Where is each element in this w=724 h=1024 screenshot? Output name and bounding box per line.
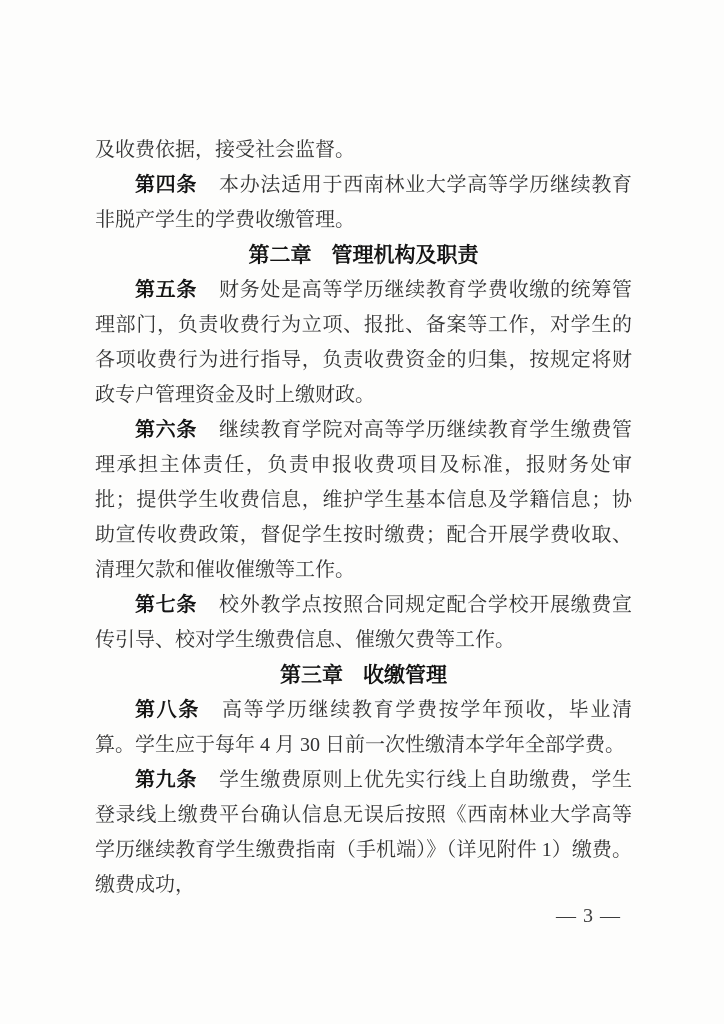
article-5-body-text: 财务处是高等学历继续教育学费收缴的统筹管理部门，负责收费行为立项、报批、备案等工作，对学生的各项收费行为进行指导，负责收费资金的归集，按规定将财政专户管理资金及时上缴财政。: [95, 279, 633, 406]
chapter-3-number: 第三章: [280, 664, 344, 687]
chapter-3-title: 收缴管理: [362, 664, 447, 687]
article-4-body-text: 本办法适用于西南林业大学高等学历继续教育非脱产学生的学费收缴管理。: [95, 174, 633, 231]
chapter-2-number: 第二章: [248, 244, 312, 267]
article-7-number-label: 第七条: [135, 594, 198, 616]
article-8-paragraph: [95, 693, 632, 763]
document-body: [95, 133, 632, 903]
article-9-number-label: 第九条: [135, 769, 198, 791]
article-9-body-text: 学生缴费原则上优先实行线上自助缴费，学生登录线上缴费平台确认信息无误后按照《西南林业大学高等学历继续教育学生缴费指南（手机端）》（详见附件 1）缴费。缴费成功，: [95, 769, 633, 896]
article-6-paragraph: [95, 413, 632, 588]
article-4-number-label: 第四条: [135, 174, 198, 196]
article-6-body-text: 继续教育学院对高等学历继续教育学生缴费管理承担主体责任，负责申报收费项目及标准，报财务处审批；提供学生收费信息，维护学生基本信息及学籍信息；协助宣传收费政策，督促学生按时缴费；配合开展学费收取、清理欠款和催收催缴等工作。: [95, 419, 633, 581]
chapter-2-title: 管理机构及职责: [331, 244, 479, 267]
page-number: — 3 —: [556, 905, 621, 927]
chapter-3-heading: [95, 658, 632, 693]
chapter-2-heading: [95, 238, 632, 273]
article-4-paragraph: [95, 168, 632, 238]
article-7-body-text: 校外教学点按照合同规定配合学校开展缴费宣传引导、校对学生缴费信息、催缴欠费等工作。: [95, 594, 633, 651]
article-6-number-label: 第六条: [135, 419, 198, 441]
article-8-body-text: 高等学历继续教育学费按学年预收，毕业清算。学生应于每年 4 月 30 日前一次性缴清本学年全部学费。: [95, 699, 632, 756]
article-5-paragraph: [95, 273, 632, 413]
article-8-number-label: 第八条: [135, 699, 200, 721]
article-7-paragraph: [95, 588, 632, 658]
article-9-paragraph: [95, 763, 632, 903]
paragraph-continuation: 及收费依据，接受社会监督。: [95, 139, 355, 161]
article-5-number-label: 第五条: [135, 279, 198, 301]
